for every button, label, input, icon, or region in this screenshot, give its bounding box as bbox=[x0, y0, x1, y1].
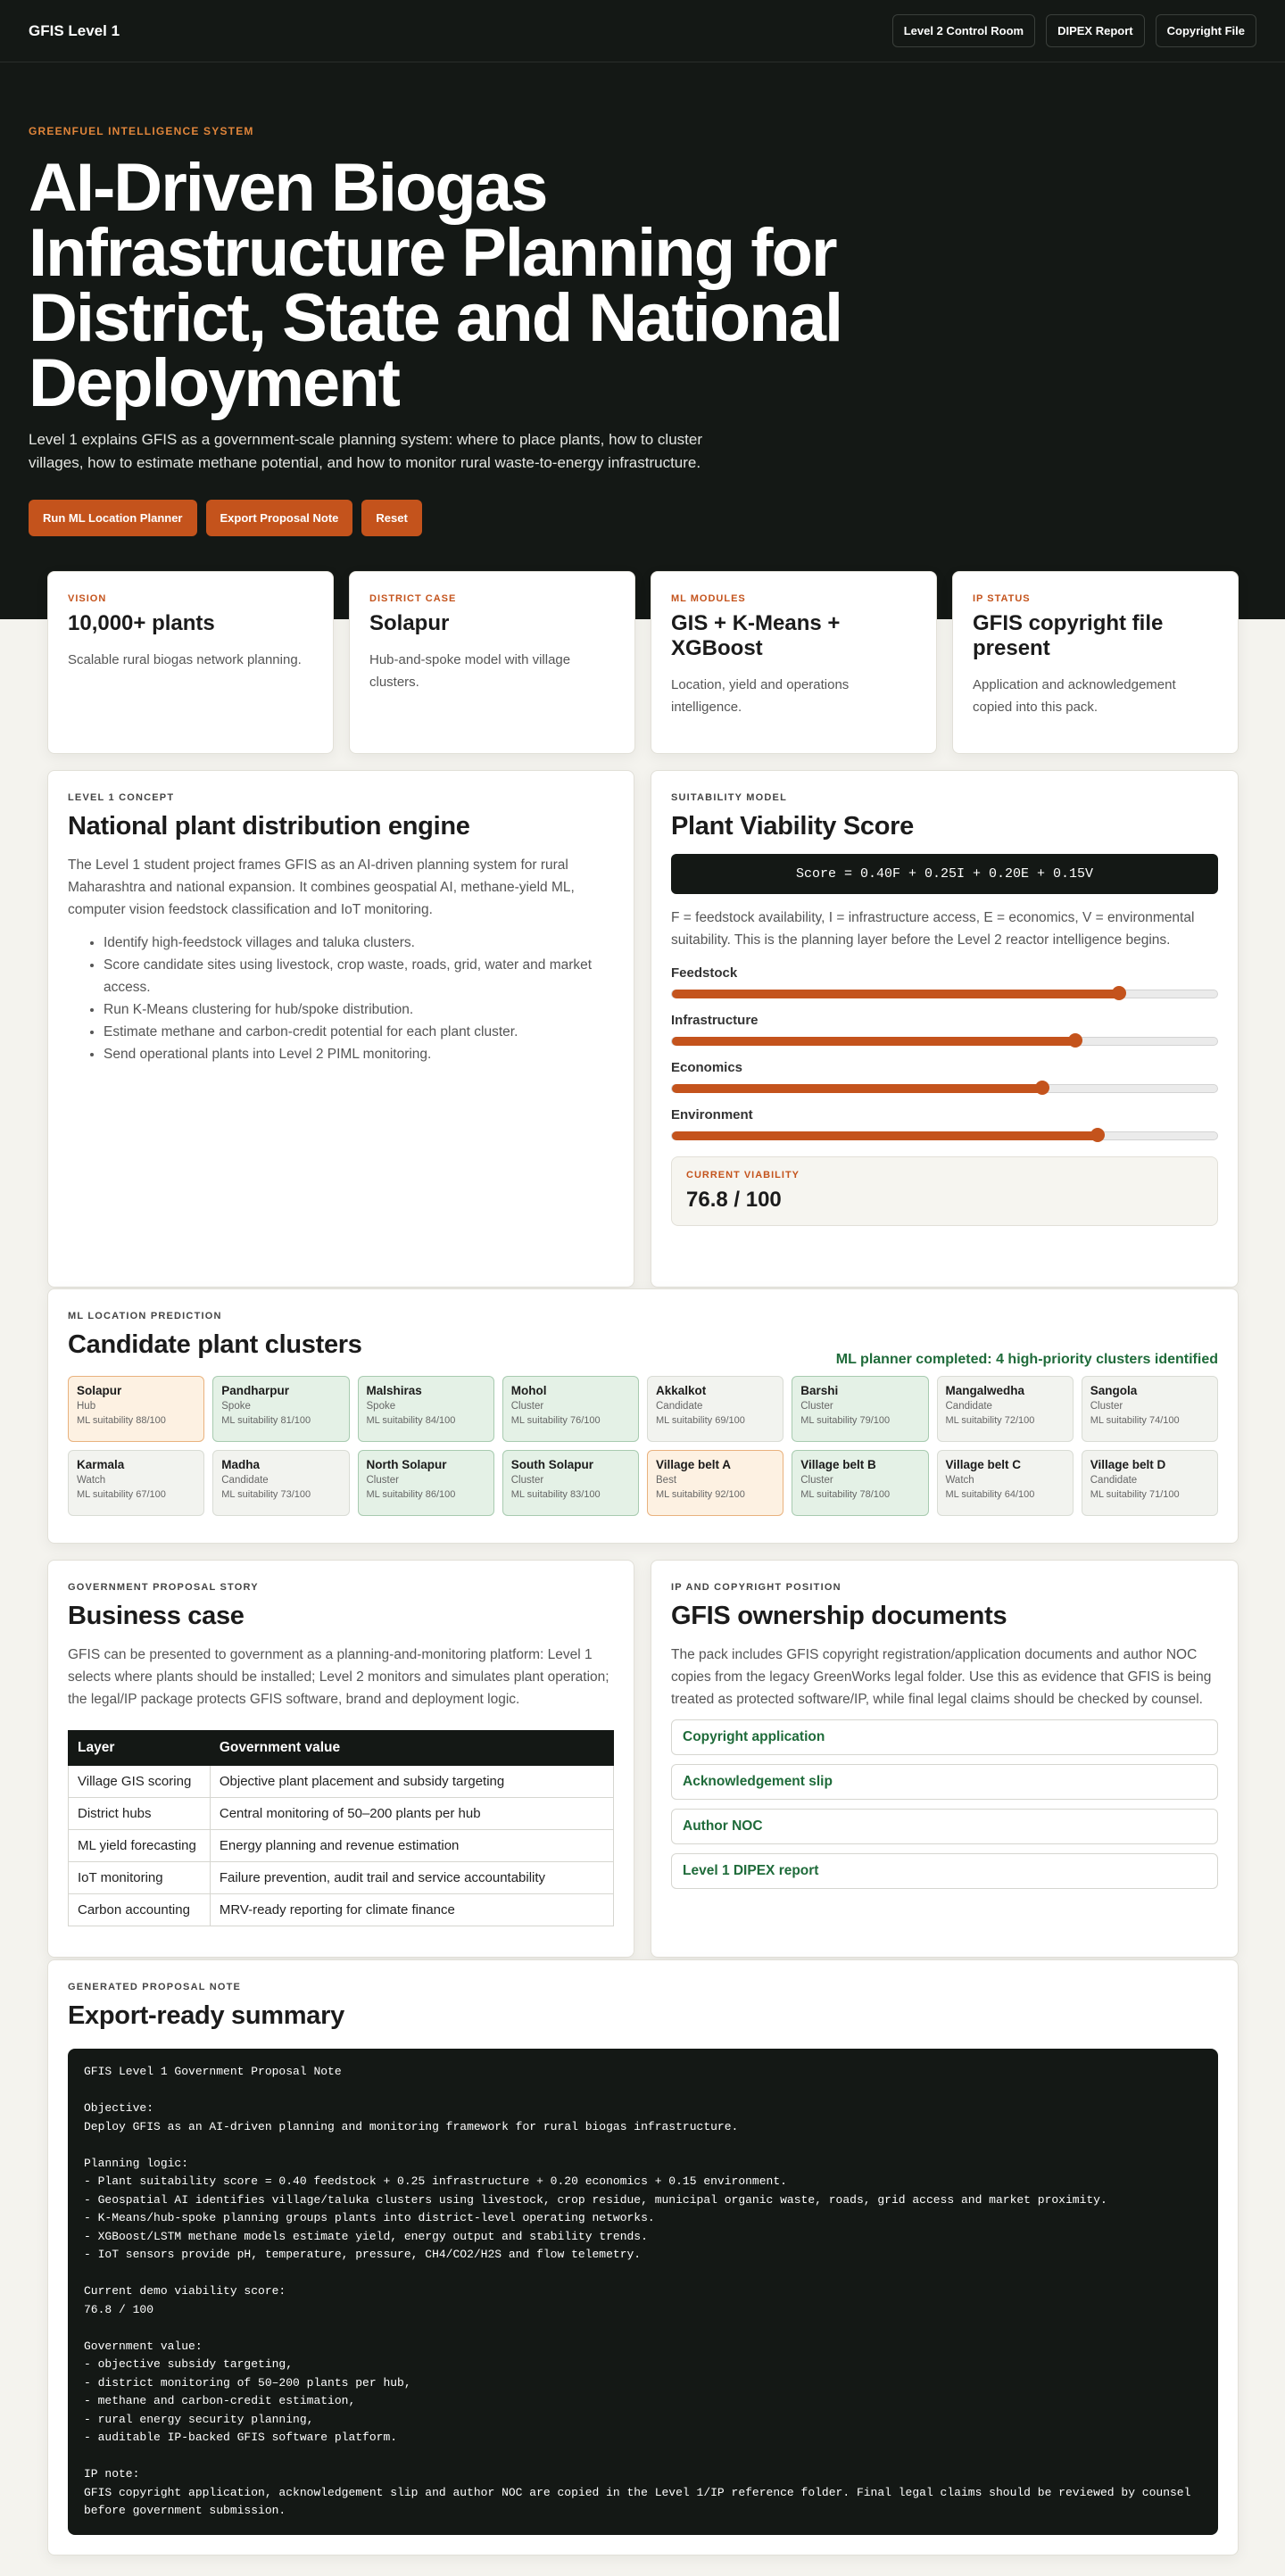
stat-description: Hub-and-spoke model with village clusters. bbox=[369, 652, 571, 690]
economics-slider[interactable] bbox=[671, 1084, 1218, 1093]
cluster-tile[interactable] bbox=[358, 1376, 494, 1442]
slider-label-economics: Economics bbox=[671, 1060, 743, 1075]
table-cell: Failure prevention, audit trail and service accountability bbox=[210, 1862, 613, 1894]
cluster-type: Cluster bbox=[510, 1475, 544, 1486]
table-cell: IoT monitoring bbox=[69, 1862, 211, 1894]
suitability-card bbox=[651, 770, 1239, 1288]
cluster-name: Malshiras bbox=[366, 1384, 422, 1397]
cluster-tile[interactable] bbox=[647, 1450, 783, 1516]
cluster-type: Candidate bbox=[656, 1401, 703, 1412]
viability-value: 76.8 / 100 bbox=[686, 1188, 782, 1212]
cluster-name: North Solapur bbox=[366, 1458, 447, 1471]
table-row bbox=[69, 1862, 614, 1894]
proposal-note[interactable]: GFIS Level 1 Government Proposal Note Objective: Deploy GFIS as an AI-driven planning and monitoring framework for rural biogas infrastructure. Planning logic: - Plant suitability score = 0.40 feedstock + 0.25 infrastructure + 0.20 economics + 0.15 environment. - Geospatial AI identifies village/taluka clusters using livestock, crop residue, municipal organic waste, roads, grid access and market proximity. - K-Means/hub-spoke planning groups plants into district-level operating networks. - XGBoost/LSTM methane models estimate yield, energy output and stability trends. - IoT sensors provide pH, temperature, pressure, CH4/CO2/H2S and flow telemetry. Current demo viability score: 76.8 / 100 Government value: - objective subsidy targeting, - district monitoring of 50–200 plants per hub, - methane and carbon-credit estimation, - rural energy security planning, - auditable IP-backed GFIS software platform. IP note: GFIS copyright application, acknowledgement slip and author NOC are copied in the Level 1/IP reference folder. Final legal claims should be reviewed by counsel before government submission. bbox=[68, 2049, 1218, 2535]
cluster-name: Mohol bbox=[510, 1384, 547, 1397]
table-cell: Carbon accounting bbox=[69, 1894, 211, 1926]
slider-thumb[interactable] bbox=[1090, 1128, 1105, 1142]
cluster-grid bbox=[68, 1376, 1218, 1516]
table-row bbox=[69, 1894, 614, 1926]
stat-value: 10,000+ plants bbox=[68, 611, 215, 635]
viability-label: CURRENT VIABILITY bbox=[686, 1170, 800, 1180]
acknowledgement-slip-link[interactable]: Acknowledgement slip bbox=[671, 1764, 1218, 1800]
cluster-name: Madha bbox=[221, 1458, 261, 1471]
cluster-name: Pandharpur bbox=[221, 1384, 290, 1397]
cluster-name: Solapur bbox=[77, 1384, 122, 1397]
business-title: Business case bbox=[68, 1602, 245, 1630]
business-eyebrow: GOVERNMENT PROPOSAL STORY bbox=[68, 1582, 259, 1593]
slider-thumb[interactable] bbox=[1112, 986, 1126, 1000]
stat-card-ml bbox=[651, 571, 937, 754]
table-row bbox=[69, 1830, 614, 1862]
cluster-type: Watch bbox=[945, 1475, 974, 1486]
cluster-type: Candidate bbox=[221, 1475, 269, 1486]
slider-label-infrastructure: Infrastructure bbox=[671, 1013, 759, 1028]
cluster-tile[interactable] bbox=[1082, 1450, 1218, 1516]
dipex-report-link[interactable]: Level 1 DIPEX report bbox=[671, 1853, 1218, 1889]
stat-value: GFIS copyright file present bbox=[973, 611, 1164, 660]
government-value-table bbox=[68, 1730, 614, 1926]
nav-dipex-button[interactable]: DIPEX Report bbox=[1046, 14, 1145, 47]
list-item: • Estimate methane and carbon-credit potential for each plant cluster. bbox=[104, 1021, 614, 1043]
ip-title: GFIS ownership documents bbox=[671, 1602, 1007, 1630]
slider-fill bbox=[672, 1084, 1042, 1093]
cluster-type: Best bbox=[656, 1475, 677, 1486]
suitability-body: F = feedstock availability, I = infrastructure access, E = economics, V = environmental suitability. This is the planning layer before the Level 2 reactor intelligence begins. bbox=[671, 910, 1195, 948]
top-nav bbox=[892, 14, 1256, 47]
suitability-eyebrow: SUITABILITY MODEL bbox=[671, 792, 787, 803]
ip-body: The pack includes GFIS copyright registration/application documents and author NOC copies from the legacy GreenWorks legal folder. Use this as evidence that GFIS is being treated as protected software/IP, while final legal claims should be checked by counsel. bbox=[671, 1647, 1212, 1707]
planner-status: ML planner completed: 4 high-priority clusters identified bbox=[835, 1352, 1218, 1367]
cluster-name: Mangalwedha bbox=[945, 1384, 1025, 1397]
slider-thumb[interactable] bbox=[1035, 1081, 1049, 1095]
cluster-name: Village belt D bbox=[1090, 1458, 1166, 1471]
table-cell: Objective plant placement and subsidy targeting bbox=[210, 1766, 613, 1798]
stat-value: GIS + K-Means + XGBoost bbox=[671, 611, 841, 660]
table-header: Layer bbox=[69, 1731, 211, 1766]
copyright-application-link[interactable]: Copyright application bbox=[671, 1719, 1218, 1755]
table-row bbox=[69, 1798, 614, 1830]
feedstock-slider[interactable] bbox=[671, 990, 1218, 998]
slider-label-feedstock: Feedstock bbox=[671, 965, 738, 981]
list-item: • Score candidate sites using livestock, crop waste, roads, grid, water and market access. bbox=[104, 954, 614, 998]
cluster-score: ML suitability 72/100 bbox=[945, 1415, 1035, 1426]
cluster-tile[interactable] bbox=[68, 1450, 204, 1516]
cluster-tile[interactable] bbox=[1082, 1376, 1218, 1442]
concept-card bbox=[47, 770, 634, 1288]
cluster-score: ML suitability 83/100 bbox=[510, 1489, 601, 1500]
concept-eyebrow: LEVEL 1 CONCEPT bbox=[68, 792, 175, 803]
cluster-type: Candidate bbox=[945, 1401, 992, 1412]
hero-actions bbox=[29, 500, 867, 536]
table-row bbox=[69, 1766, 614, 1798]
run-planner-button[interactable]: Run ML Location Planner bbox=[29, 500, 197, 536]
cluster-score: ML suitability 79/100 bbox=[800, 1415, 891, 1426]
slider-fill bbox=[672, 990, 1119, 998]
table-cell: Village GIS scoring bbox=[69, 1766, 211, 1798]
cluster-name: Village belt B bbox=[800, 1458, 876, 1471]
table-cell: Energy planning and revenue estimation bbox=[210, 1830, 613, 1862]
cluster-score: ML suitability 64/100 bbox=[945, 1489, 1035, 1500]
cluster-tile[interactable] bbox=[937, 1450, 1074, 1516]
slider-fill bbox=[672, 1131, 1098, 1140]
cluster-name: Village belt A bbox=[656, 1458, 732, 1471]
cluster-type: Spoke bbox=[366, 1401, 396, 1412]
list-item: • Run K-Means clustering for hub/spoke distribution. bbox=[104, 998, 614, 1021]
ip-card bbox=[651, 1560, 1239, 1958]
cluster-tile[interactable] bbox=[212, 1450, 349, 1516]
cluster-score: ML suitability 67/100 bbox=[77, 1489, 166, 1500]
cluster-score: ML suitability 74/100 bbox=[1090, 1415, 1180, 1426]
cluster-type: Cluster bbox=[366, 1475, 399, 1486]
slider-label-environment: Environment bbox=[671, 1107, 753, 1122]
slider-thumb[interactable] bbox=[1068, 1033, 1082, 1048]
list-item: • Send operational plants into Level 2 PIML monitoring. bbox=[104, 1043, 614, 1065]
cluster-score: ML suitability 78/100 bbox=[800, 1489, 891, 1500]
nav-copyright-button[interactable]: Copyright File bbox=[1156, 14, 1256, 47]
cluster-tile[interactable] bbox=[937, 1376, 1074, 1442]
score-formula: Score = 0.40F + 0.25I + 0.20E + 0.15V bbox=[671, 854, 1218, 894]
cluster-score: ML suitability 88/100 bbox=[77, 1415, 166, 1426]
cluster-score: ML suitability 81/100 bbox=[221, 1415, 311, 1426]
hero-subtitle: Level 1 explains GFIS as a government-scale planning system: where to place plants, how to cluster villages, how to estimate methane potential, and how to monitor rural waste-to-energy infrastructure. bbox=[29, 431, 702, 471]
cluster-tile[interactable] bbox=[792, 1376, 928, 1442]
clusters-eyebrow: ML LOCATION PREDICTION bbox=[68, 1311, 222, 1321]
cluster-type: Spoke bbox=[221, 1401, 251, 1412]
brand-title[interactable]: GFIS Level 1 bbox=[29, 21, 120, 39]
stat-eyebrow: ML MODULES bbox=[671, 593, 746, 604]
author-noc-link[interactable]: Author NOC bbox=[671, 1809, 1218, 1844]
cluster-name: Barshi bbox=[800, 1384, 839, 1397]
concept-list bbox=[68, 932, 614, 1065]
suitability-title: Plant Viability Score bbox=[671, 812, 914, 841]
cluster-tile[interactable] bbox=[502, 1376, 639, 1442]
cluster-tile[interactable] bbox=[358, 1450, 494, 1516]
cluster-score: ML suitability 86/100 bbox=[366, 1489, 456, 1500]
cluster-name: Karmala bbox=[77, 1458, 125, 1471]
cluster-score: ML suitability 69/100 bbox=[656, 1415, 745, 1426]
stat-card-district bbox=[349, 571, 635, 754]
stat-eyebrow: DISTRICT CASE bbox=[369, 593, 457, 604]
stat-eyebrow: IP STATUS bbox=[973, 593, 1031, 604]
cluster-tile[interactable] bbox=[212, 1376, 349, 1442]
cluster-name: Village belt C bbox=[945, 1458, 1022, 1471]
cluster-tile[interactable] bbox=[502, 1450, 639, 1516]
export-eyebrow: GENERATED PROPOSAL NOTE bbox=[68, 1982, 242, 1992]
infrastructure-slider[interactable] bbox=[671, 1037, 1218, 1046]
cluster-type: Cluster bbox=[1090, 1401, 1123, 1412]
slider-fill bbox=[672, 1037, 1075, 1046]
stat-description: Scalable rural biogas network planning. bbox=[68, 652, 302, 667]
business-card bbox=[47, 1560, 634, 1958]
top-bar bbox=[0, 0, 1285, 62]
cluster-type: Cluster bbox=[800, 1401, 833, 1412]
cluster-tile[interactable] bbox=[68, 1376, 204, 1442]
cluster-type: Cluster bbox=[510, 1401, 544, 1412]
hero-title: AI-Driven Biogas Infrastructure Planning for District, State and National Deployment bbox=[29, 150, 842, 421]
list-item: • Identify high-feedstock villages and taluka clusters. bbox=[104, 932, 614, 954]
cluster-tile[interactable] bbox=[647, 1376, 783, 1442]
nav-level2-button[interactable]: Level 2 Control Room bbox=[892, 14, 1035, 47]
cluster-score: ML suitability 71/100 bbox=[1090, 1489, 1180, 1500]
cluster-name: Sangola bbox=[1090, 1384, 1138, 1397]
export-card bbox=[47, 1959, 1239, 2555]
cluster-tile[interactable] bbox=[792, 1450, 928, 1516]
stat-description: Location, yield and operations intelligence. bbox=[671, 677, 850, 715]
table-cell: District hubs bbox=[69, 1798, 211, 1830]
cluster-name: Akkalkot bbox=[656, 1384, 707, 1397]
reset-button[interactable]: Reset bbox=[361, 500, 421, 536]
cluster-type: Watch bbox=[77, 1475, 106, 1486]
clusters-title: Candidate plant clusters bbox=[68, 1330, 362, 1359]
cluster-name: South Solapur bbox=[510, 1458, 593, 1471]
export-title: Export-ready summary bbox=[68, 2001, 344, 2030]
cluster-type: Candidate bbox=[1090, 1475, 1138, 1486]
cluster-type: Hub bbox=[77, 1401, 96, 1412]
hero-section bbox=[29, 125, 867, 536]
stat-description: Application and acknowledgement copied into this pack. bbox=[973, 677, 1176, 715]
concept-title: National plant distribution engine bbox=[68, 812, 470, 841]
current-viability-box bbox=[671, 1156, 1218, 1226]
business-body: GFIS can be presented to government as a planning-and-monitoring platform: Level 1 selects where plants should be installed; Level 2 monitors and simulates plant operation; the legal/IP package protects GFIS software, brand and deployment logic. bbox=[68, 1647, 609, 1707]
concept-body: The Level 1 student project frames GFIS as an AI-driven planning system for rural Maharashtra and national expansion. It combines geospatial AI, methane-yield ML, computer vision feedstock classification and IoT monitoring. bbox=[68, 857, 575, 917]
cluster-score: ML suitability 84/100 bbox=[366, 1415, 456, 1426]
stat-value: Solapur bbox=[369, 611, 450, 635]
cluster-type: Cluster bbox=[800, 1475, 833, 1486]
hero-eyebrow: GREENFUEL INTELLIGENCE SYSTEM bbox=[29, 125, 254, 137]
stat-card-vision bbox=[47, 571, 334, 754]
table-header-row bbox=[69, 1731, 614, 1766]
stat-eyebrow: VISION bbox=[68, 593, 107, 604]
cluster-score: ML suitability 73/100 bbox=[221, 1489, 311, 1500]
ip-eyebrow: IP AND COPYRIGHT POSITION bbox=[671, 1582, 841, 1593]
table-cell: MRV-ready reporting for climate finance bbox=[210, 1894, 613, 1926]
table-cell: ML yield forecasting bbox=[69, 1830, 211, 1862]
export-note-button[interactable]: Export Proposal Note bbox=[206, 500, 353, 536]
environment-slider[interactable] bbox=[671, 1131, 1218, 1140]
cluster-score: ML suitability 76/100 bbox=[510, 1415, 601, 1426]
cluster-score: ML suitability 92/100 bbox=[656, 1489, 745, 1500]
table-header: Government value bbox=[210, 1731, 613, 1766]
table-cell: Central monitoring of 50–200 plants per hub bbox=[210, 1798, 613, 1830]
stat-card-ip bbox=[952, 571, 1239, 754]
clusters-card bbox=[47, 1288, 1239, 1544]
